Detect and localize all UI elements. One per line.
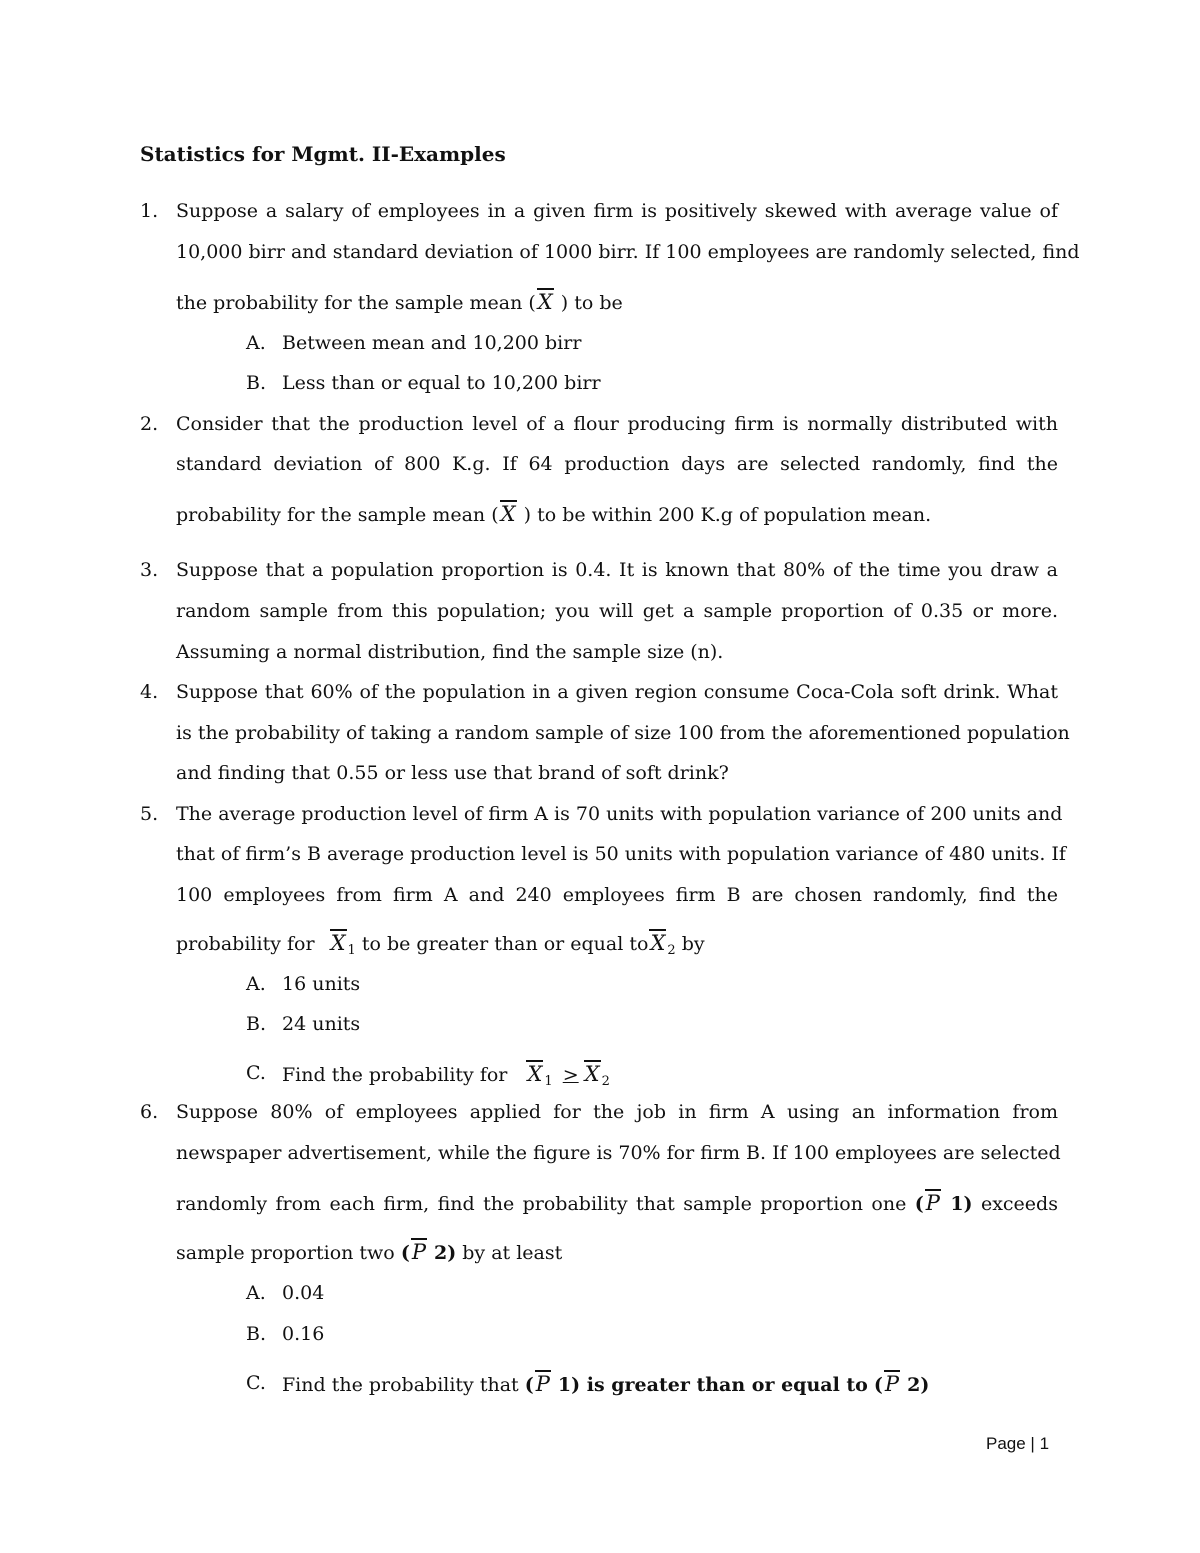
subscript-one: 1	[347, 943, 356, 958]
q6-line-4-start: sample proportion two	[176, 1242, 395, 1264]
q6-c-end: 2)	[907, 1374, 930, 1396]
x-bar-symbol: X	[330, 931, 346, 955]
q6-two-label: 2)	[434, 1242, 457, 1264]
q2-line-2: standard deviation of 800 K.g. If 64 production days are selected randomly, find the	[176, 453, 1058, 475]
page-number-footer: Page | 1	[986, 1434, 1050, 1453]
q5-a-letter: A.	[246, 973, 266, 995]
q1-line-2: 10,000 birr and standard deviation of 1000 birr. If 100 employees are randomly selected, find	[176, 241, 1080, 263]
q5-number: 5.	[140, 803, 159, 825]
q5-a-text: 16 units	[282, 973, 361, 995]
q6-line-1: Suppose 80% of employees applied for the job in firm A using an information from	[176, 1101, 1058, 1123]
q5-c-letter: C.	[246, 1062, 266, 1084]
x-bar-symbol: X	[650, 931, 666, 955]
x-bar-symbol: X	[500, 502, 516, 526]
q6-c-start: Find the probability that	[282, 1374, 519, 1396]
q4-line-1: Suppose that 60% of the population in a given region consume Coca-Cola soft drink. What	[176, 681, 1058, 703]
q5-line-4-start: probability for	[176, 933, 315, 955]
x-bar-symbol: X	[584, 1062, 600, 1086]
q2-number: 2.	[140, 413, 159, 435]
greater-equal-sign: >	[562, 1064, 579, 1086]
q1-line-3-start: the probability for the sample mean (	[176, 292, 536, 314]
q3-line-2: random sample from this population; you will get a sample proportion of 0.35 or more.	[176, 600, 1058, 622]
q2-line-3	[176, 502, 1058, 526]
q1-line-1: Suppose a salary of employees in a given firm is positively skewed with average value of	[176, 200, 1058, 222]
open-paren: (	[873, 1374, 883, 1396]
page-title: Statistics for Mgmt. II-Examples	[140, 142, 506, 166]
q5-line-4	[176, 931, 1058, 958]
q1-line-3	[176, 290, 1058, 314]
q3-number: 3.	[140, 559, 159, 581]
x-bar-symbol: X	[527, 1062, 543, 1086]
open-paren: (	[400, 1242, 410, 1264]
q3-line-1: Suppose that a population proportion is 0.4. It is known that 80% of the time you draw a	[176, 559, 1058, 581]
p-bar-symbol: P	[535, 1372, 550, 1396]
q6-a-letter: A.	[246, 1282, 266, 1304]
q1-b-text: Less than or equal to 10,200 birr	[282, 372, 601, 394]
p-bar-symbol: P	[411, 1240, 426, 1264]
q3-line-3: Assuming a normal distribution, find the sample size (n).	[176, 641, 724, 663]
q4-line-2: is the probability of taking a random sample of size 100 from the aforementioned population	[176, 722, 1070, 744]
x-bar-symbol: X	[537, 290, 553, 314]
p-bar-symbol: P	[884, 1372, 900, 1396]
q1-a-text: Between mean and 10,200 birr	[282, 332, 582, 354]
q5-line-1: The average production level of firm A is 70 units with population variance of 200 units and	[176, 803, 1063, 825]
q5-b-letter: B.	[246, 1013, 267, 1035]
q6-a-text: 0.04	[282, 1282, 325, 1304]
q6-c-mid: 1) is greater than or equal to	[557, 1374, 868, 1396]
q6-line-4-end: by at least	[462, 1242, 563, 1264]
q1-b-letter: B.	[246, 372, 267, 394]
q5-b-text: 24 units	[282, 1013, 361, 1035]
q1-number: 1.	[140, 200, 159, 222]
q4-number: 4.	[140, 681, 159, 703]
q5-line-4-end: by	[681, 933, 705, 955]
q6-b-text: 0.16	[282, 1323, 325, 1345]
q6-line-2: newspaper advertisement, while the figure is 70% for firm B. If 100 employees are selected	[176, 1142, 1061, 1164]
q6-line-4	[176, 1240, 1058, 1264]
q5-line-4-mid: to be greater than or equal to	[361, 933, 649, 955]
subscript-two: 2	[601, 1074, 610, 1089]
q6-c-text	[282, 1372, 929, 1396]
q5-c-start: Find the probability for	[282, 1064, 508, 1086]
q1-a-letter: A.	[246, 332, 266, 354]
q6-c-letter: C.	[246, 1372, 266, 1394]
q6-line-3-end: exceeds	[980, 1193, 1058, 1215]
q2-line-1: Consider that the production level of a flour producing firm is normally distributed with	[176, 413, 1058, 435]
q6-one-label: 1)	[950, 1193, 973, 1215]
q6-number: 6.	[140, 1101, 159, 1123]
q2-line-3-end: ) to be within 200 K.g of population mean.	[523, 504, 932, 526]
q2-line-3-start: probability for the sample mean (	[176, 504, 499, 526]
subscript-one: 1	[544, 1074, 553, 1089]
q6-b-letter: B.	[246, 1323, 267, 1345]
open-paren: (	[524, 1374, 534, 1396]
q5-line-3: 100 employees from firm A and 240 employees firm B are chosen randomly, find the	[176, 884, 1058, 906]
q6-line-3	[176, 1191, 1058, 1215]
p-bar-symbol: P	[925, 1191, 940, 1215]
q5-c-text	[282, 1062, 610, 1089]
q1-line-3-end: ) to be	[560, 292, 623, 314]
q6-line-3-start: randomly from each firm, find the probability that sample proportion one	[176, 1193, 907, 1215]
q4-line-3: and finding that 0.55 or less use that brand of soft drink?	[176, 762, 729, 784]
q5-line-2: that of firm’s B average production level is 50 units with population variance of 480 units. If	[176, 843, 1066, 865]
open-paren: (	[914, 1193, 924, 1215]
subscript-two: 2	[667, 943, 676, 958]
